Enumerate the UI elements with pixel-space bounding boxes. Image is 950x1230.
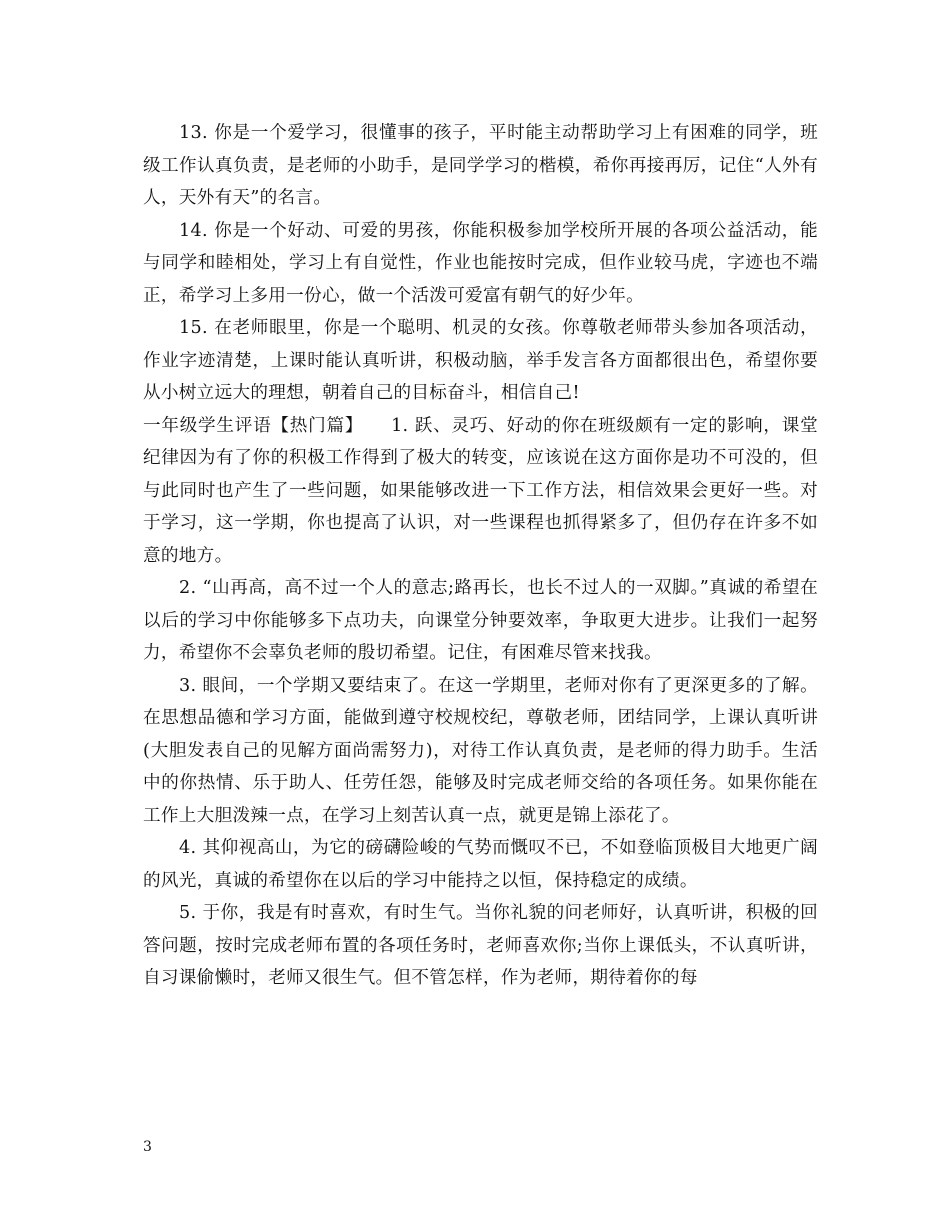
comment-paragraph-4: 4. 其仰视高山，为它的磅礴险峻的气势而慨叹不已，不如登临顶极目大地更广阔的风光，真诚的希望你在以后的学习中能持之以恒，保持稳定的成绩。: [143, 838, 818, 891]
comment-paragraph-5: 5. 于你，我是有时喜欢，有时生气。当你礼貌的问老师好，认真听讲，积极的回答问题，按时完成老师布置的各项任务时，老师喜欢你;当你上课低头，不认真听讲，自习课偷懒时，老师又很生气。但不管怎样，作为老师，期待着你的每: [143, 903, 818, 988]
comment-paragraph-14: 14. 你是一个好动、可爱的男孩，你能积极参加学校所开展的各项公益活动，能与同学和睦相处，学习上有自觉性，作业也能按时完成，但作业较马虎，字迹也不端正，希学习上多用一份心，做一个活泼可爱富有朝气的好少年。: [143, 220, 818, 306]
comment-paragraph-13: 13. 你是一个爱学习，很懂事的孩子，平时能主动帮助学习上有困难的同学，班级工作认真负责，是老师的小助手，是同学学习的楷模，希你再接再厉，记住“人外有人，天外有天”的名言。: [143, 123, 818, 208]
section-heading-paragraph-1: 一年级学生评语【热门篇】 1. 跃、灵巧、好动的你在班级颇有一定的影响，课堂纪律因为有了你的积极工作得到了极大的转变，应该说在这方面你是功不可没的，但与此同时也产生了一些问题，如果能够改进一下工作方法，相信效果会更好一些。对于学习，这一学期，你也提高了认识，对一些课程也抓得紧多了，但仍存在许多不如意的地方。: [143, 415, 818, 566]
comment-paragraph-15: 15. 在老师眼里，你是一个聪明、机灵的女孩。你尊敬老师带头参加各项活动，作业字迹清楚，上课时能认真听讲，积极动脑，举手发言各方面都很出色，希望你要从小树立远大的理想，朝着自己的目标奋斗，相信自己!: [143, 318, 818, 403]
document-body: [143, 117, 818, 995]
comment-paragraph-3: 3. 眼间，一个学期又要结束了。在这一学期里，老师对你有了更深更多的了解。在思想品德和学习方面，能做到遵守校规校纪，尊敬老师，团结同学，上课认真听讲(大胆发表自己的见解方面尚需努力)，对待工作认真负责，是老师的得力助手。生活中的你热情、乐于助人、任劳任怨，能够及时完成老师交给的各项任务。如果你能在工作上大胆泼辣一点，在学习上刻苦认真一点，就更是锦上添花了。: [143, 675, 818, 826]
comment-paragraph-2: 2. “山再高，高不过一个人的意志;路再长，也长不过人的一双脚。”真诚的希望在以后的学习中你能够多下点功夫，向课堂分钟要效率，争取更大进步。让我们一起努力，希望你不会辜负老师的殷切希望。记住，有困难尽管来找我。: [143, 578, 818, 663]
page-number: 3: [143, 1139, 152, 1155]
